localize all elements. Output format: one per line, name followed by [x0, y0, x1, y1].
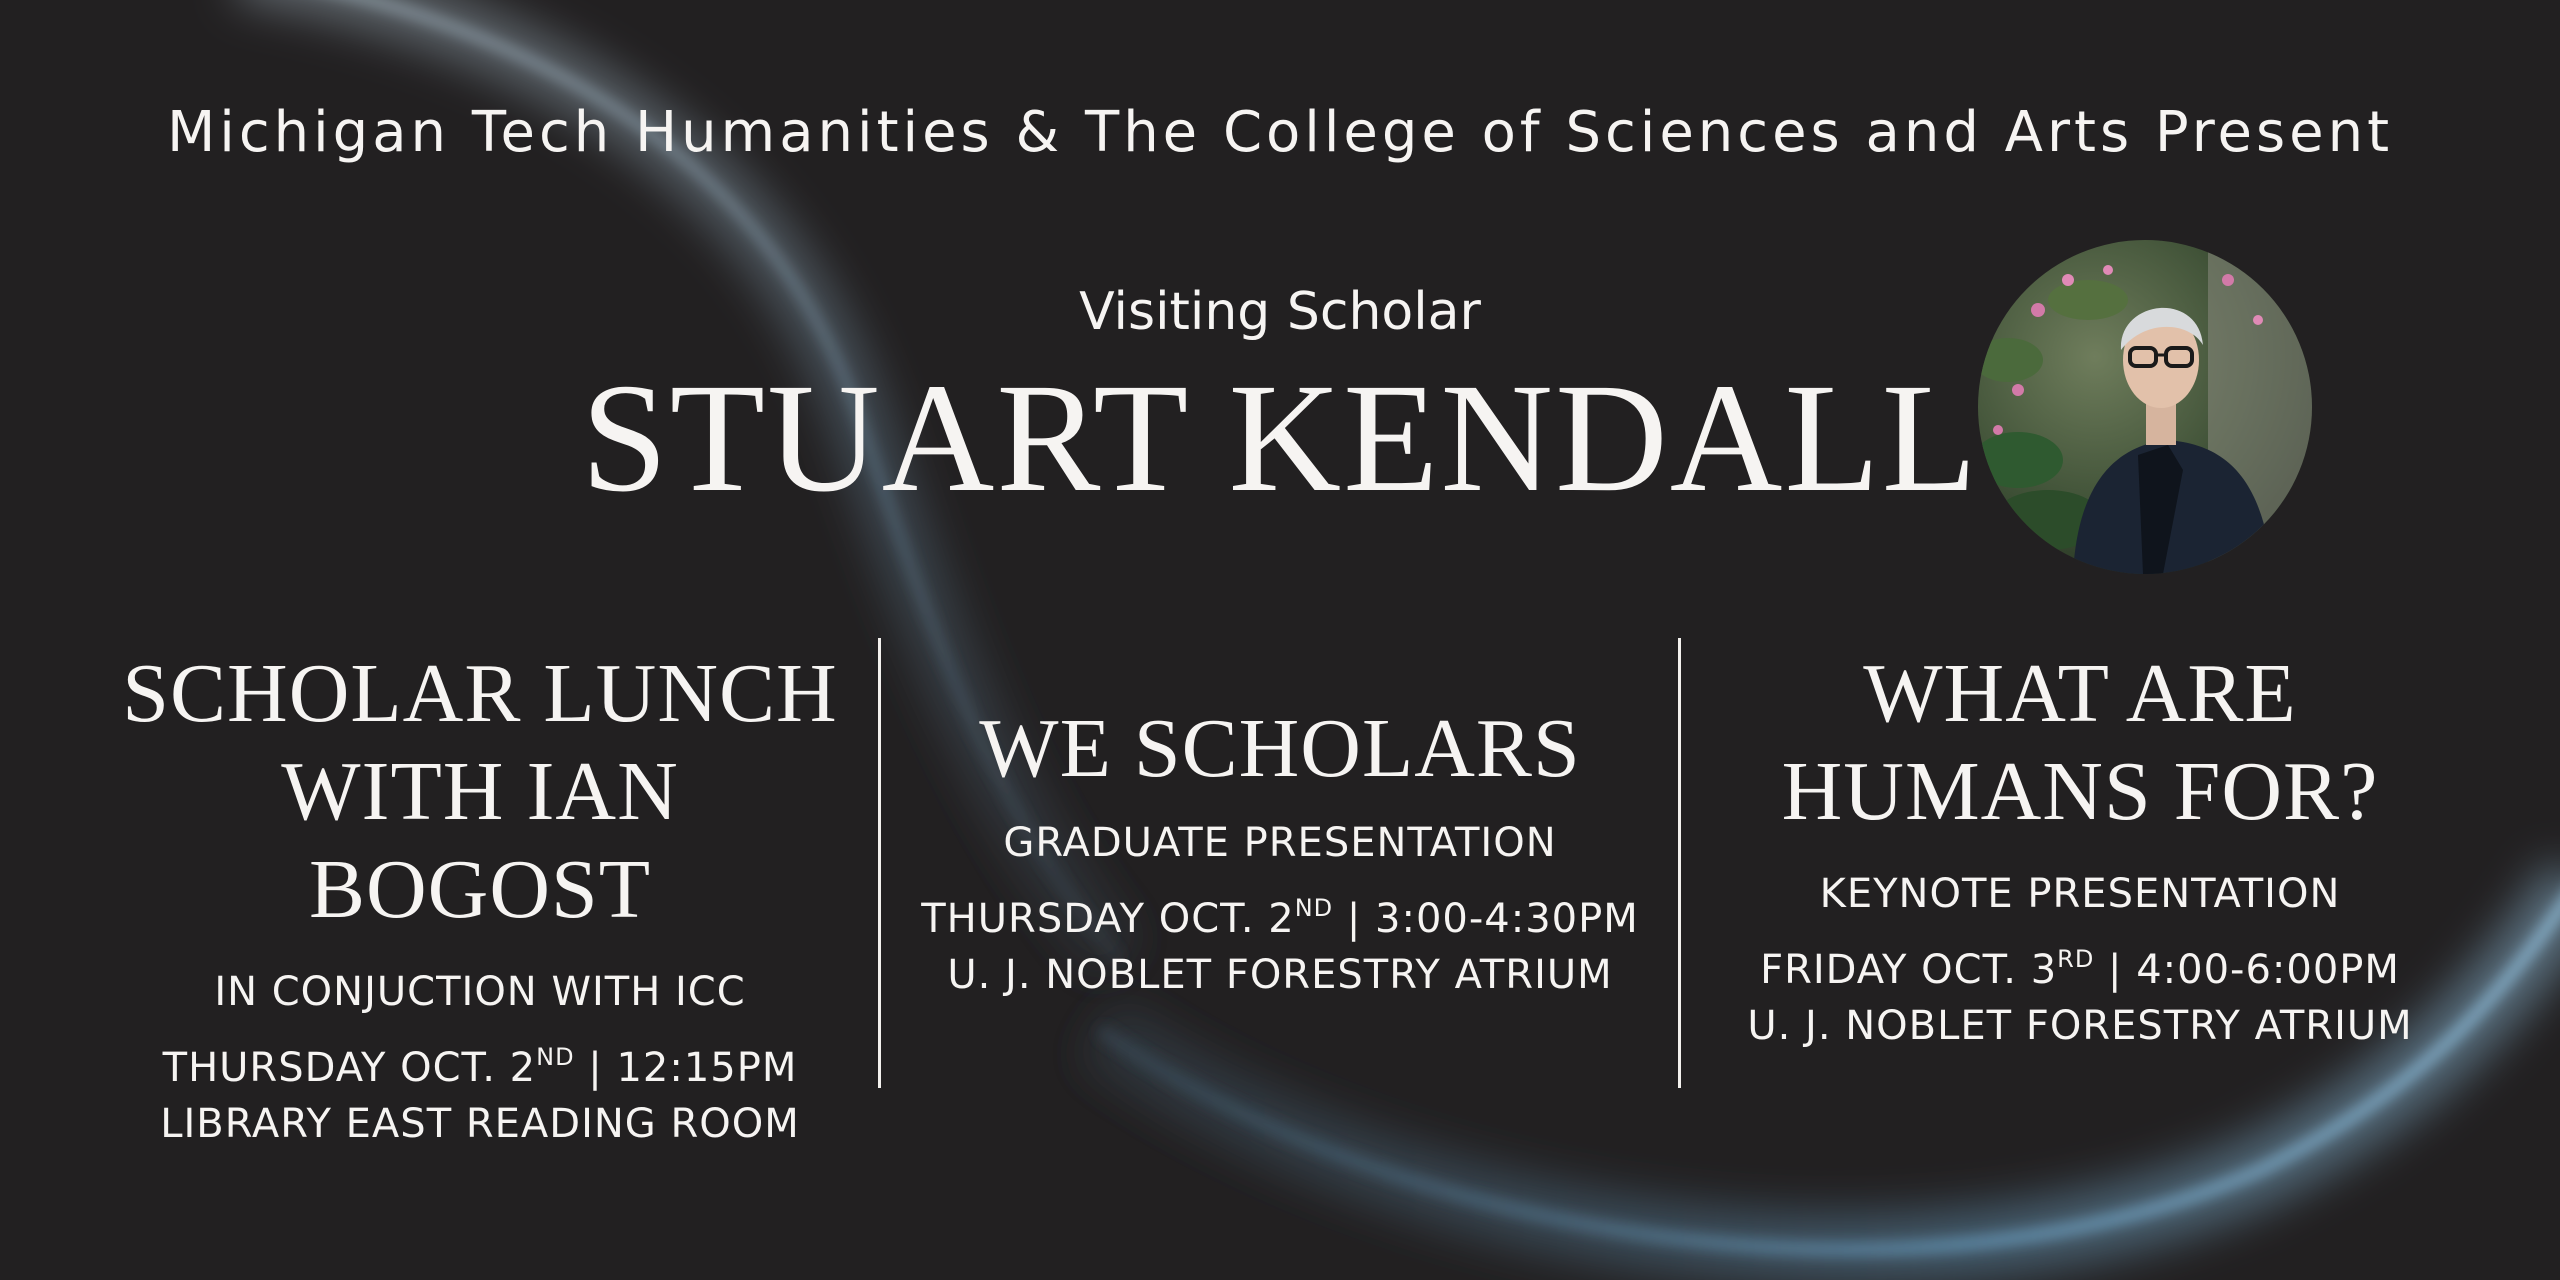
event-time: | 4:00-6:00PM [2094, 947, 2400, 993]
event-subtitle: KEYNOTE PRESENTATION [1819, 871, 2341, 917]
presenters-line: Michigan Tech Humanities & The College of Sciences and Arts Present [166, 100, 2394, 165]
event-date: THURSDAY OCT. 2 [921, 896, 1295, 942]
event-location: LIBRARY EAST READING ROOM [160, 1101, 800, 1147]
event-date: THURSDAY OCT. 2 [162, 1045, 537, 1091]
event-title [880, 700, 1680, 798]
date-ordinal: RD [2057, 945, 2095, 973]
scholar-name: STUART KENDALL [580, 351, 1980, 524]
event-time: | 3:00-4:30PM [1333, 896, 1639, 942]
event-subtitle: IN CONJUCTION WITH ICC [214, 969, 746, 1015]
event-scholar-lunch [100, 645, 860, 1147]
event-location: U. J. NOBLET FORESTRY ATRIUM [1747, 1003, 2413, 1049]
date-ordinal: ND [536, 1043, 575, 1071]
event-keynote [1700, 645, 2460, 1049]
event-title [100, 645, 860, 939]
date-ordinal: ND [1294, 894, 1334, 922]
event-datetime [100, 1045, 860, 1091]
event-subtitle: GRADUATE PRESENTATION [1003, 820, 1557, 866]
event-date: FRIDAY OCT. 3 [1760, 947, 2058, 993]
event-location: U. J. NOBLET FORESTRY ATRIUM [947, 952, 1613, 998]
event-datetime [1700, 947, 2460, 993]
event-title-line: WE SCHOLARS [979, 702, 1581, 795]
event-time: | 12:15PM [574, 1045, 798, 1091]
event-title-line: HUMANS FOR? [1781, 745, 2379, 838]
scholar-portrait-photo [1978, 240, 2312, 574]
event-title-line: WITH IAN BOGOST [281, 745, 679, 936]
event-datetime [880, 896, 1680, 942]
event-we-scholars [880, 700, 1680, 998]
event-title [1700, 645, 2460, 841]
event-title-line: WHAT ARE [1863, 647, 2297, 740]
eyebrow-visiting-scholar: Visiting Scholar [1079, 282, 1481, 342]
event-title-line: SCHOLAR LUNCH [122, 647, 838, 740]
